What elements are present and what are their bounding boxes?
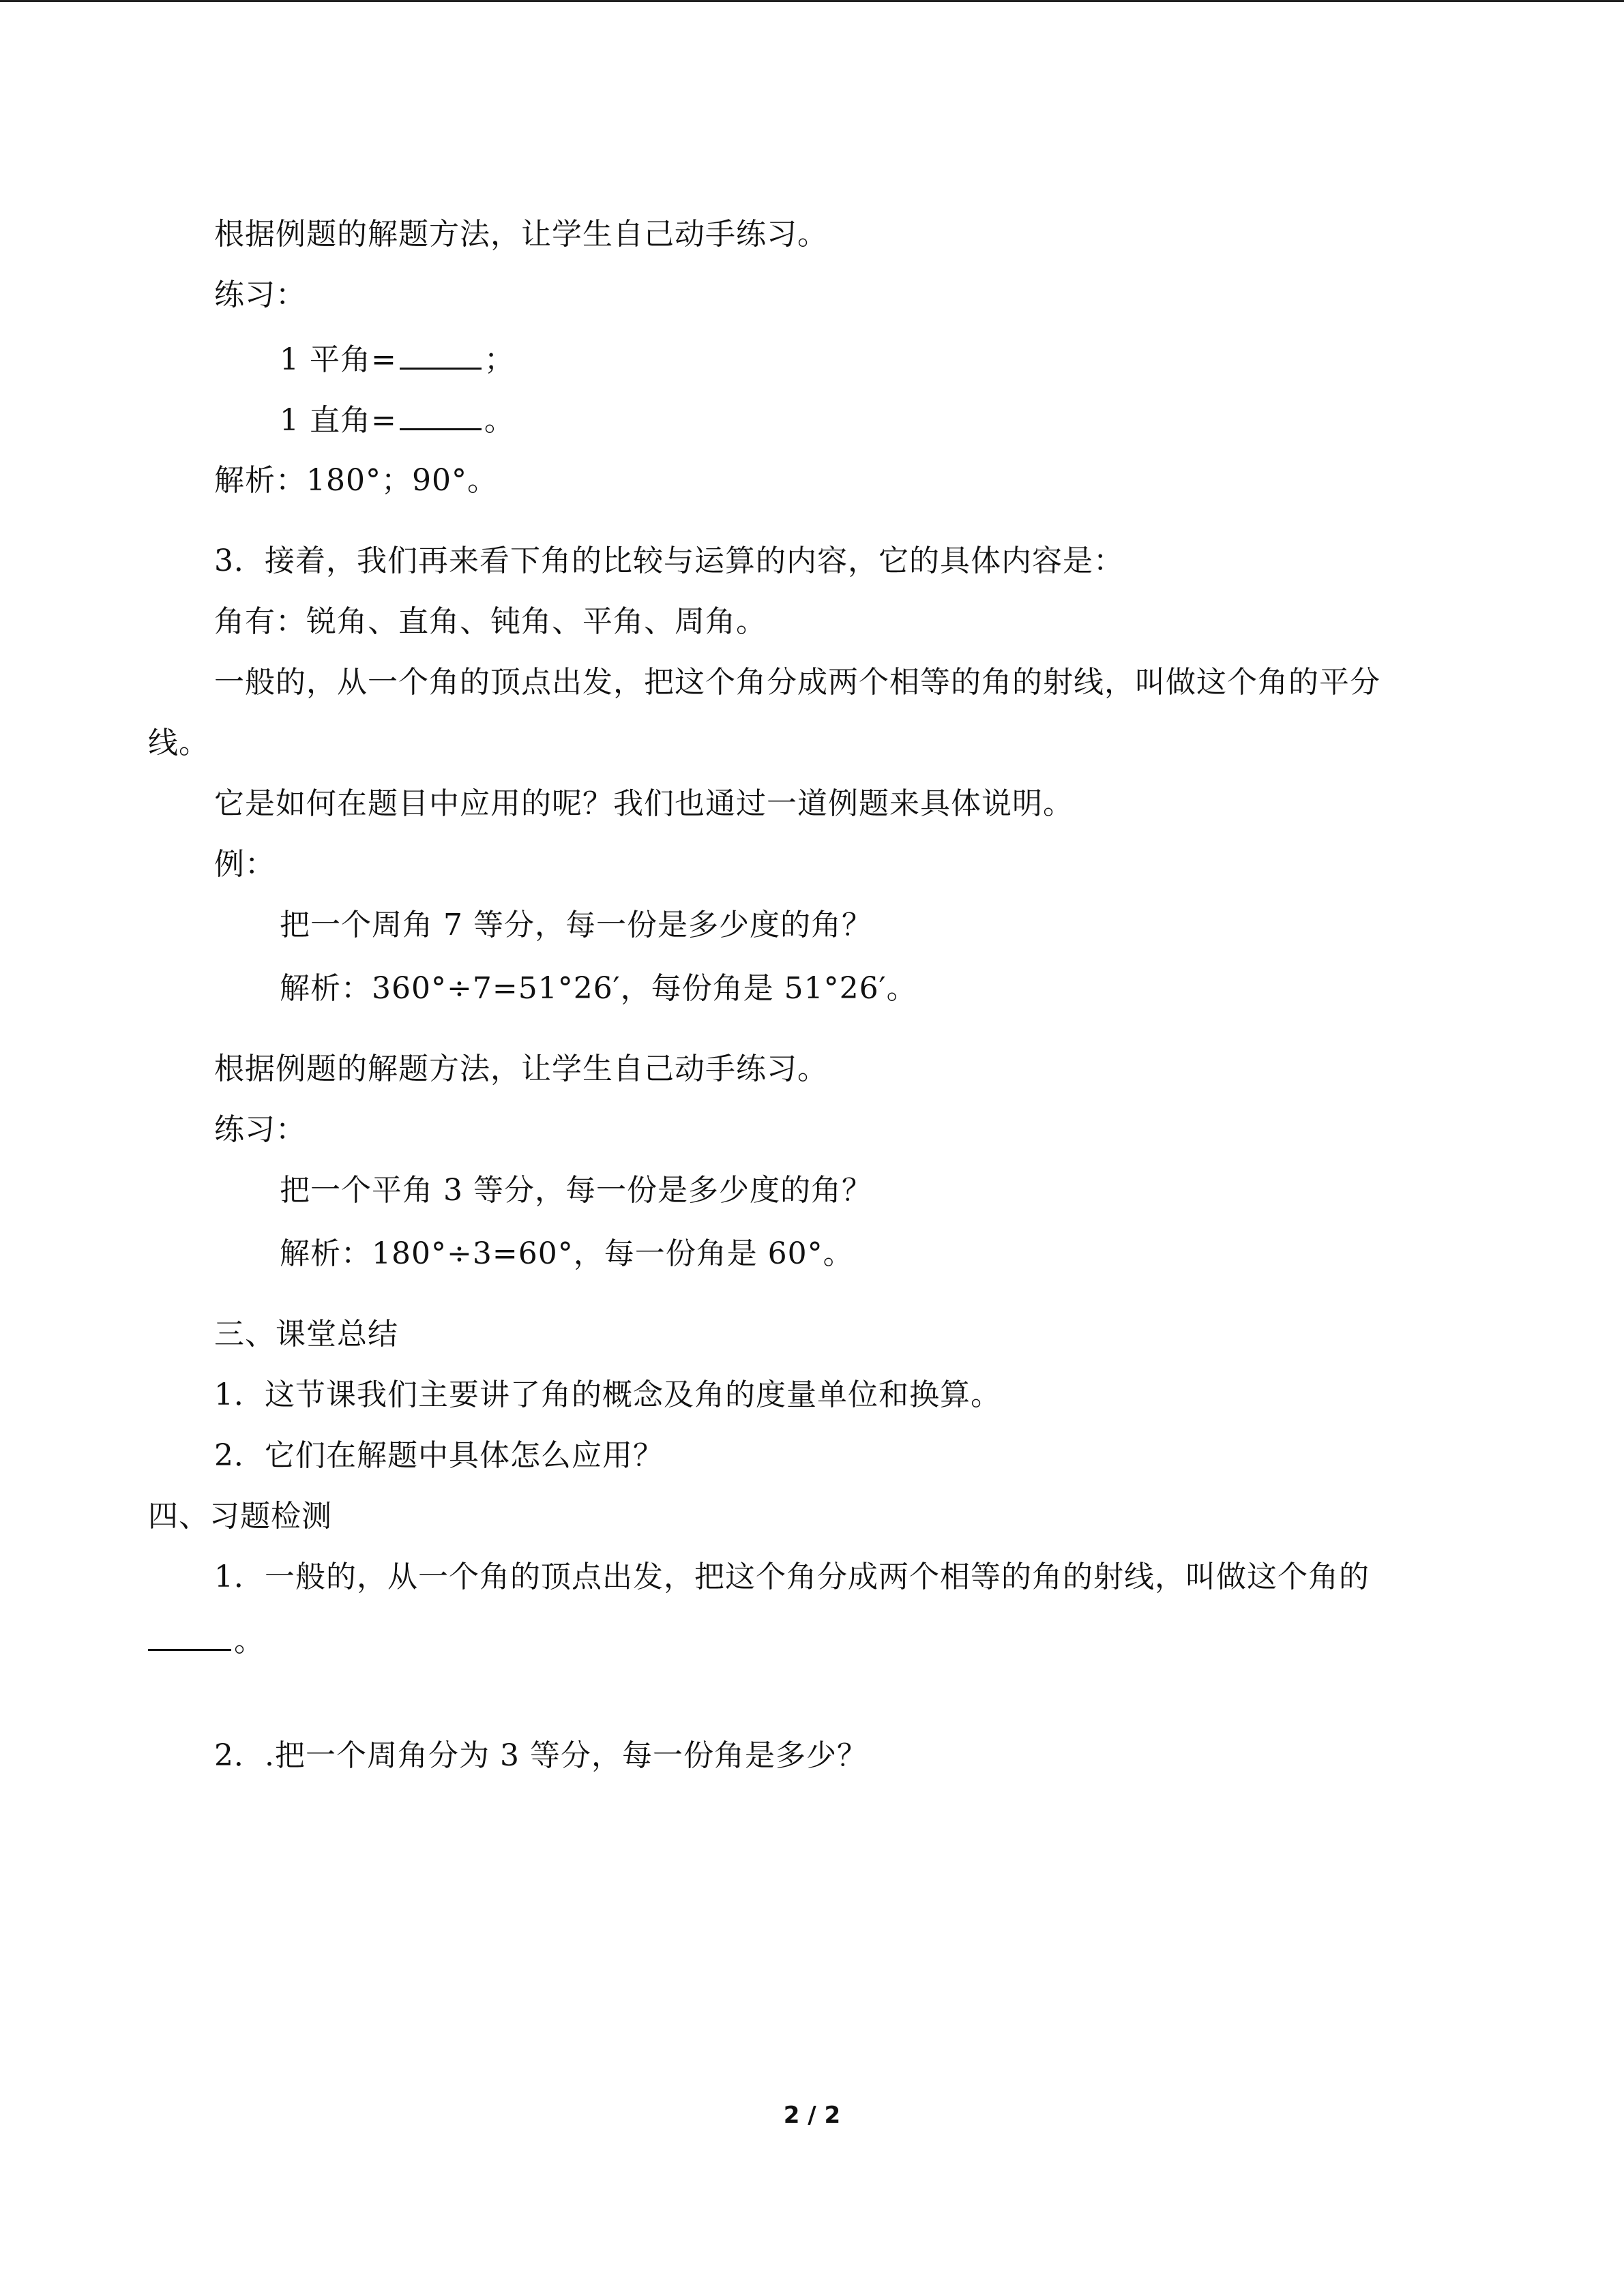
summary-item-2: 2．它们在解题中具体怎么应用？ xyxy=(214,1438,664,1473)
page-top-border xyxy=(0,0,1624,2)
section-heading-exercises: 四、习题检测 xyxy=(148,1499,332,1534)
practice-item-text: 1 平角= xyxy=(280,342,397,377)
practice-label: 练习： xyxy=(214,278,306,312)
answer-blank xyxy=(148,1619,231,1651)
angle-types: 角有：锐角、直角、钝角、平角、周角。 xyxy=(214,604,767,639)
example-question: 把一个周角 7 等分，每一份是多少度的角？ xyxy=(280,908,872,942)
exercise-1-cont xyxy=(148,1619,265,1660)
answer-blank xyxy=(400,338,482,370)
text-line: 它是如何在题目中应用的呢？我们也通过一道例题来具体说明。 xyxy=(214,786,1074,821)
practice-analysis: 解析：180°÷3=60°，每一份角是 60°。 xyxy=(280,1236,854,1271)
bisector-definition: 一般的，从一个角的顶点出发，把这个角分成两个相等的角的射线，叫做这个角的平分 xyxy=(214,665,1381,700)
bisector-definition-cont: 线。 xyxy=(148,726,209,760)
practice-label: 练习： xyxy=(214,1112,306,1147)
answer-blank xyxy=(400,398,482,430)
punctuation: 。 xyxy=(234,1624,265,1658)
example-analysis: 解析：360°÷7=51°26′，每份角是 51°26′。 xyxy=(280,971,917,1006)
answer-analysis: 解析：180°；90°。 xyxy=(214,463,498,498)
practice-item-flat-angle xyxy=(280,338,515,379)
text-line: 根据例题的解题方法，让学生自己动手练习。 xyxy=(214,1052,828,1086)
practice-item-right-angle xyxy=(280,398,515,440)
exercise-2: 2．.把一个周角分为 3 等分，每一份角是多少？ xyxy=(214,1738,868,1773)
section-point-3: 3．接着，我们再来看下角的比较与运算的内容，它的具体内容是： xyxy=(214,543,1124,578)
page-number: 2 / 2 xyxy=(783,2102,841,2129)
practice-question: 把一个平角 3 等分，每一份是多少度的角？ xyxy=(280,1173,872,1208)
practice-item-text: 1 直角= xyxy=(280,403,397,438)
text-line: 根据例题的解题方法，让学生自己动手练习。 xyxy=(214,217,828,252)
section-heading-summary: 三、课堂总结 xyxy=(214,1317,398,1352)
punctuation: ； xyxy=(484,342,515,377)
punctuation: 。 xyxy=(484,403,515,438)
exercise-1: 1．一般的，从一个角的顶点出发，把这个角分成两个相等的角的射线，叫做这个角的 xyxy=(214,1560,1370,1594)
example-label: 例： xyxy=(214,847,276,882)
summary-item-1: 1．这节课我们主要讲了角的概念及角的度量单位和换算。 xyxy=(214,1377,1001,1412)
